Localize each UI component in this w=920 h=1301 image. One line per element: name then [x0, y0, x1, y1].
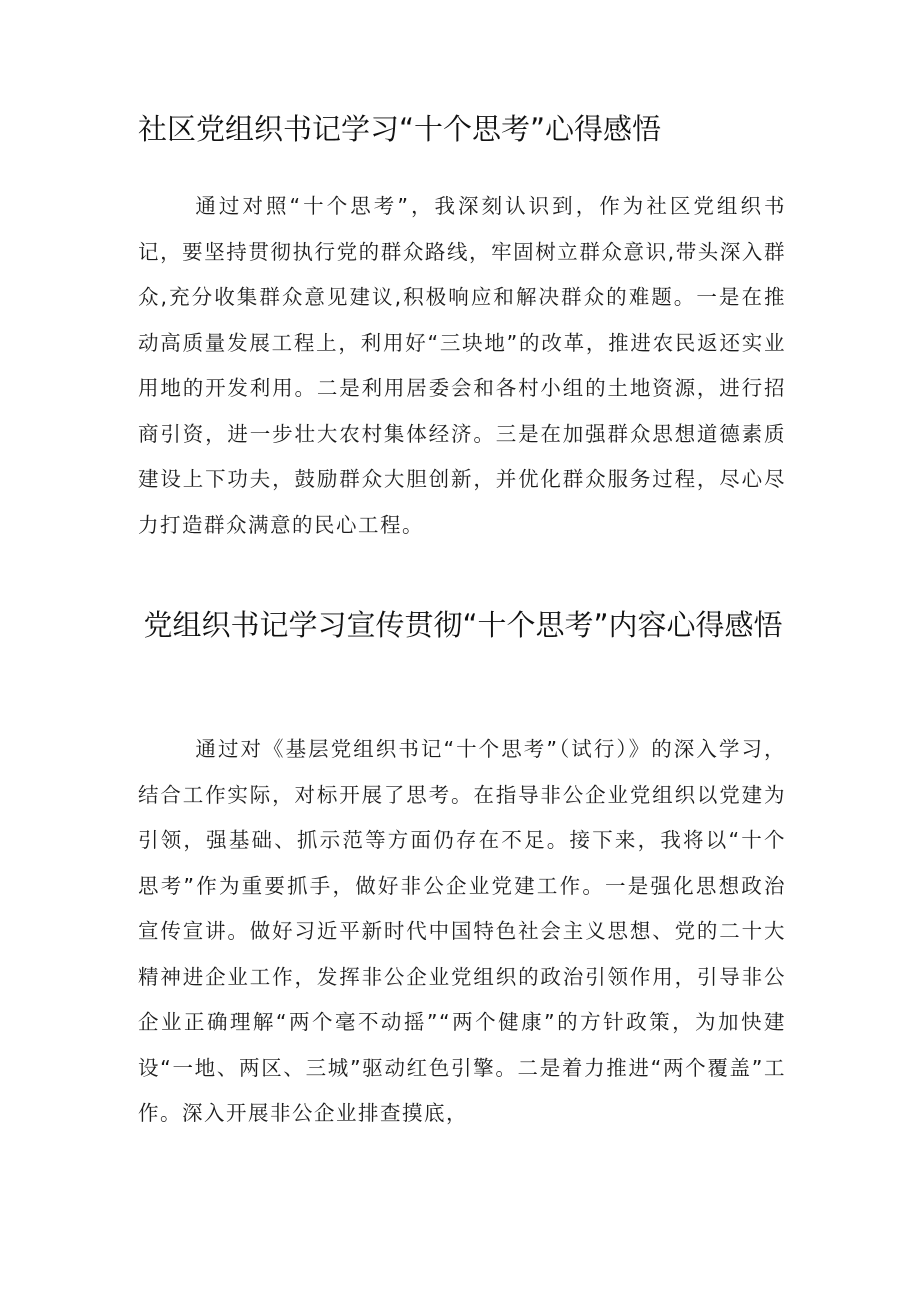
- section-2-paragraph: 通过对《基层党组织书记“十个思考”（试行）》的深入学习，结合工作实际，对标开展了思考。在指导非公企业党组织以党建为引领，强基础、抓示范等方面仍存在不足。接下来，我将以“十个思考”作为重要抓手，做好非公企业党建工作。一是强化思想政治宣传宣讲。做好习近平新时代中国特色社会主义思想、党的二十大精神进企业工作，发挥非公企业党组织的政治引领作用，引导非公企业正确理解“两个毫不动摇”“两个健康”的方针政策，为加快建设“一地、两区、三城”驱动红色引擎。二是着力推进“两个覆盖”工作。深入开展非公企业排查摸底，: [138, 737, 786, 1125]
- section-1-paragraph: 通过对照“十个思考”，我深刻认识到，作为社区党组织书记，要坚持贯彻执行党的群众路线，牢固树立群众意识,带头深入群众,充分收集群众意见建议,积极响应和解决群众的难题。一是在推动高质量发展工程上，利用好“三块地”的改革，推进农民返还实业用地的开发利用。二是利用居委会和各村小组的土地资源，进行招商引资，进一步壮大农村集体经济。三是在加强群众思想道德素质建设上下功夫，鼓励群众大胆创新，并优化群众服务过程，尽心尽力打造群众满意的民心工程。: [138, 194, 786, 537]
- section-2-title: 党组织书记学习宣传贯彻“十个思考”内容心得感悟: [143, 608, 783, 642]
- section-1-title: 社区党组织书记学习“十个思考”心得感悟: [138, 112, 662, 146]
